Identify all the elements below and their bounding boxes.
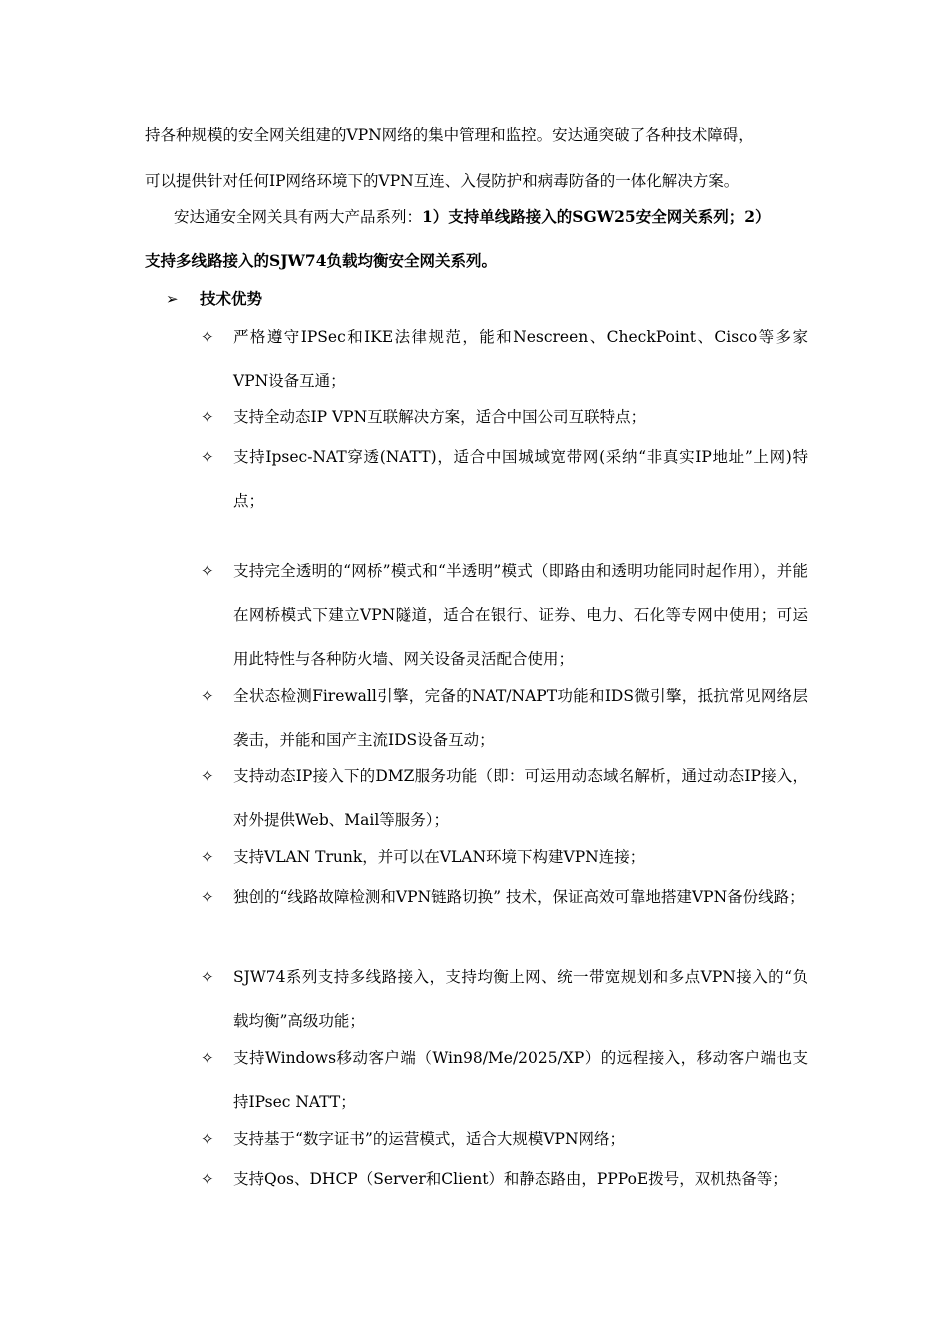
diamond-bullet-icon: ✧ — [201, 968, 214, 986]
intro-line-3-text: 安达通安全网关具有两大产品系列： — [174, 208, 423, 226]
diamond-bullet-icon: ✧ — [201, 448, 214, 466]
intro-line-4: 支持多线路接入的SJW74负载均衡安全网关系列。 — [145, 251, 498, 270]
list-item: 支持完全透明的“网桥”模式和“半透明”模式（即路由和透明功能同时起作用），并能在网桥模式下建立VPN隧道，适合在银行、证券、电力、石化等专网中使用；可运用此特性与各种防火墙、网关设备灵活配合使用； — [233, 562, 808, 668]
intro-line-1: 持各种规模的安全网关组建的VPN网络的集中管理和监控。安达通突破了各种技术障碍， — [145, 126, 754, 144]
diamond-bullet-icon: ✧ — [201, 1130, 214, 1148]
diamond-bullet-icon: ✧ — [201, 888, 214, 906]
list-item: 支持基于“数字证书”的运营模式，适合大规模VPN网络； — [233, 1130, 626, 1148]
diamond-bullet-icon: ✧ — [201, 562, 214, 580]
diamond-bullet-icon: ✧ — [201, 848, 214, 866]
intro-line-3 — [174, 206, 771, 228]
diamond-bullet-icon: ✧ — [201, 1170, 214, 1188]
list-item: 独创的“线路故障检测和VPN链路切换” 技术，保证高效可靠地搭建VPN备份线路； — [233, 888, 805, 906]
list-item: 支持动态IP接入下的DMZ服务功能（即：可运用动态域名解析，通过动态IP接入，对外提供Web、Mail等服务）； — [233, 767, 808, 829]
list-item: 支持Windows移动客户端（Win98/Me/2025/XP）的远程接入，移动客户端也支持IPsec NATT； — [233, 1049, 808, 1111]
diamond-bullet-icon: ✧ — [201, 408, 214, 426]
section-title: 技术优势 — [200, 289, 263, 308]
diamond-bullet-icon: ✧ — [201, 687, 214, 705]
diamond-bullet-icon: ✧ — [201, 767, 214, 785]
intro-line-2: 可以提供针对任何IP网络环境下的VPN互连、入侵防护和病毒防备的一体化解决方案。 — [145, 172, 740, 190]
diamond-bullet-icon: ✧ — [201, 328, 214, 346]
list-item: 严格遵守IPSec和IKE法律规范，能和Nescreen、CheckPoint、Cisco等多家VPN设备互通； — [233, 328, 808, 390]
list-item: 支持VLAN Trunk，并可以在VLAN环境下构建VPN连接； — [233, 848, 646, 866]
intro-line-3-bold: 1）支持单线路接入的SGW25安全网关系列；2） — [422, 207, 771, 226]
list-item: 全状态检测Firewall引擎，完备的NAT/NAPT功能和IDS微引擎，抵抗常见网络层袭击，并能和国产主流IDS设备互动； — [233, 687, 808, 749]
list-item: 支持全动态IP VPN互联解决方案，适合中国公司互联特点； — [233, 408, 647, 426]
list-item: SJW74系列支持多线路接入，支持均衡上网、统一带宽规划和多点VPN接入的“负载均衡”高级功能； — [233, 968, 808, 1030]
arrow-bullet-icon: ➢ — [166, 290, 179, 308]
diamond-bullet-icon: ✧ — [201, 1049, 214, 1067]
list-item: 支持Ipsec-NAT穿透(NATT)，适合中国城域宽带网(采纳“非真实IP地址”上网)特点； — [233, 448, 808, 510]
list-item: 支持Qos、DHCP（Server和Client）和静态路由，PPPoE拨号，双机热备等； — [233, 1170, 788, 1188]
